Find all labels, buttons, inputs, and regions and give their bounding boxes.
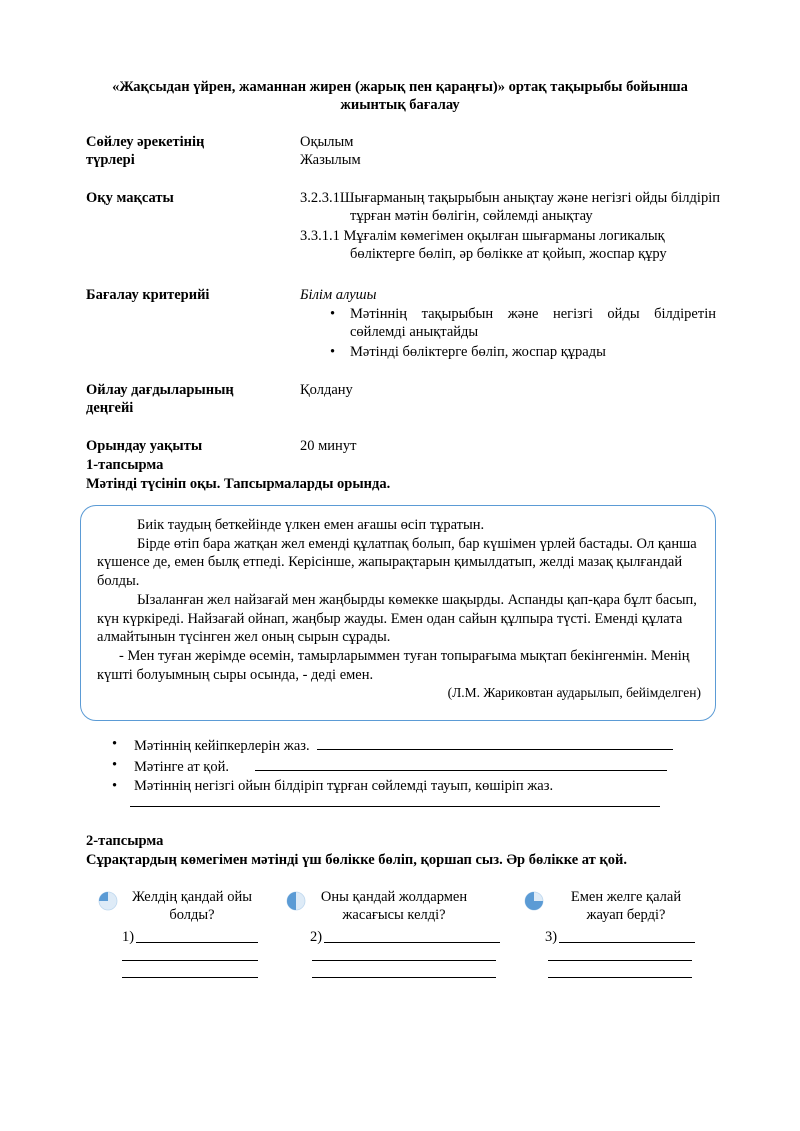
- thinking-skills-label: Ойлау дағдыларының деңгейі: [86, 382, 234, 416]
- task1-instruction: Мәтінді түсініп оқы. Тапсырмаларды орында.: [86, 476, 391, 492]
- answer-line[interactable]: [312, 977, 496, 978]
- task1-questions: [110, 735, 710, 796]
- task2-question-2: Оны қандай жолдармен жасағысы келді?: [320, 889, 468, 923]
- answer-line[interactable]: [317, 735, 673, 750]
- text-paragraph: Бірде өтіп бара жатқан жел еменді құлатпақ болып, бар күшімен үрлей бастады. Ол қанша күшенсе де, емен былқ етпеді. Керісінше, жапырақтарын қимылдатып, желді мазақ қылғандай болды.: [97, 535, 697, 590]
- text-paragraph: Биік таудың беткейінде үлкен емен ағашы өсіп тұратын.: [137, 517, 485, 533]
- answer-line[interactable]: [548, 977, 692, 978]
- thinking-skills-value: Қолдану: [300, 382, 353, 398]
- task2-question-1: Желдің қандай ойы болды?: [132, 889, 252, 923]
- learning-goals: [300, 189, 720, 263]
- criteria-label: Бағалау критерийі: [86, 287, 210, 303]
- text-paragraph: Ызаланған жел найзағай мен жаңбырды көмекке шақырды. Аспанды қап-қара бұлт басып, күн күркіреді. Найзағай ойнап, жаңбыр жауды. Емен одан сайын құлпыра түсті. Еменді құлата алмайтынын түсінген жел оның сырын сұрады.: [97, 591, 697, 646]
- criteria-item: • Мәтіннің тақырыбын және негізгі ойды білдіретін сөйлемді анықтайды: [328, 305, 716, 341]
- learning-goal-1: 3.2.3.1Шығарманың тақырыбын анықтау және негізгі ойды білдіріп тұрған мәтін бөлігін, сөйлемді анықтау: [300, 190, 720, 224]
- learning-goal-2: 3.3.1.1 Мұғалім көмегімен оқылған шығарманы логикалық бөліктерге бөліп, әр бөлікке ат қойып, жоспар құру: [300, 228, 667, 262]
- task2-instruction: Сұрақтардың көмегімен мәтінді үш бөлікке бөліп, қоршап сыз. Әр бөлікке ат қой.: [86, 852, 627, 868]
- half-circle-icon: [286, 891, 306, 911]
- answer-line[interactable]: [559, 942, 695, 943]
- criteria-item: • Мәтінді бөліктерге бөліп, жоспар құрады: [328, 343, 716, 361]
- answer-1-label: 1): [122, 929, 135, 945]
- answer-line[interactable]: [255, 756, 667, 771]
- text-source: (Л.М. Жариковтан аударылып, бейімделген): [447, 685, 701, 701]
- reading-text-box: [80, 505, 716, 721]
- criteria-intro: Білім алушы: [300, 287, 377, 303]
- task1-question-1: • Мәтіннің кейіпкерлерін жаз.: [110, 735, 710, 756]
- criteria-list: [328, 305, 716, 361]
- task2-heading: 2-тапсырма: [86, 833, 164, 849]
- time-label: Орындау уақыты: [86, 438, 203, 454]
- task1-question-3: • Мәтіннің негізгі ойын білдіріп тұрған сөйлемді тауып, көшіріп жаз.: [110, 777, 710, 796]
- answer-line[interactable]: [122, 977, 258, 978]
- learning-goal-label: Оқу мақсаты: [86, 190, 174, 206]
- speech-activity-label: Сөйлеу әрекетінің түрлері: [86, 134, 205, 168]
- answer-line[interactable]: [312, 960, 496, 961]
- answer-line[interactable]: [548, 960, 692, 961]
- task1-heading: 1-тапсырма: [86, 457, 164, 473]
- title-line-1: «Жақсыдан үйрен, жаманнан жирен (жарық пен қараңғы)» ортақ тақырыбы бойынша: [112, 79, 688, 95]
- task1-question-2: • Мәтінге ат қой.: [110, 756, 710, 777]
- answer-line[interactable]: [130, 806, 660, 807]
- time-value: 20 минут: [300, 438, 357, 454]
- answer-line[interactable]: [122, 960, 258, 961]
- answer-2-label: 2): [310, 929, 323, 945]
- three-quarter-circle-icon: [524, 891, 544, 911]
- speech-activity-values: Оқылым Жазылым: [300, 134, 361, 168]
- answer-line[interactable]: [136, 942, 258, 943]
- title-line-2: жиынтық бағалау: [340, 97, 460, 113]
- page-title: [60, 78, 740, 114]
- task2-question-3: Емен желге қалай жауап берді?: [570, 889, 682, 923]
- answer-3-label: 3): [545, 929, 558, 945]
- answer-line[interactable]: [324, 942, 500, 943]
- text-paragraph: - Мен туған жерімде өсемін, тамырларыммен туған топырағыма мықтап бекінгенмін. Менің күшті болуымның сыры осында, - деді емен.: [97, 647, 690, 683]
